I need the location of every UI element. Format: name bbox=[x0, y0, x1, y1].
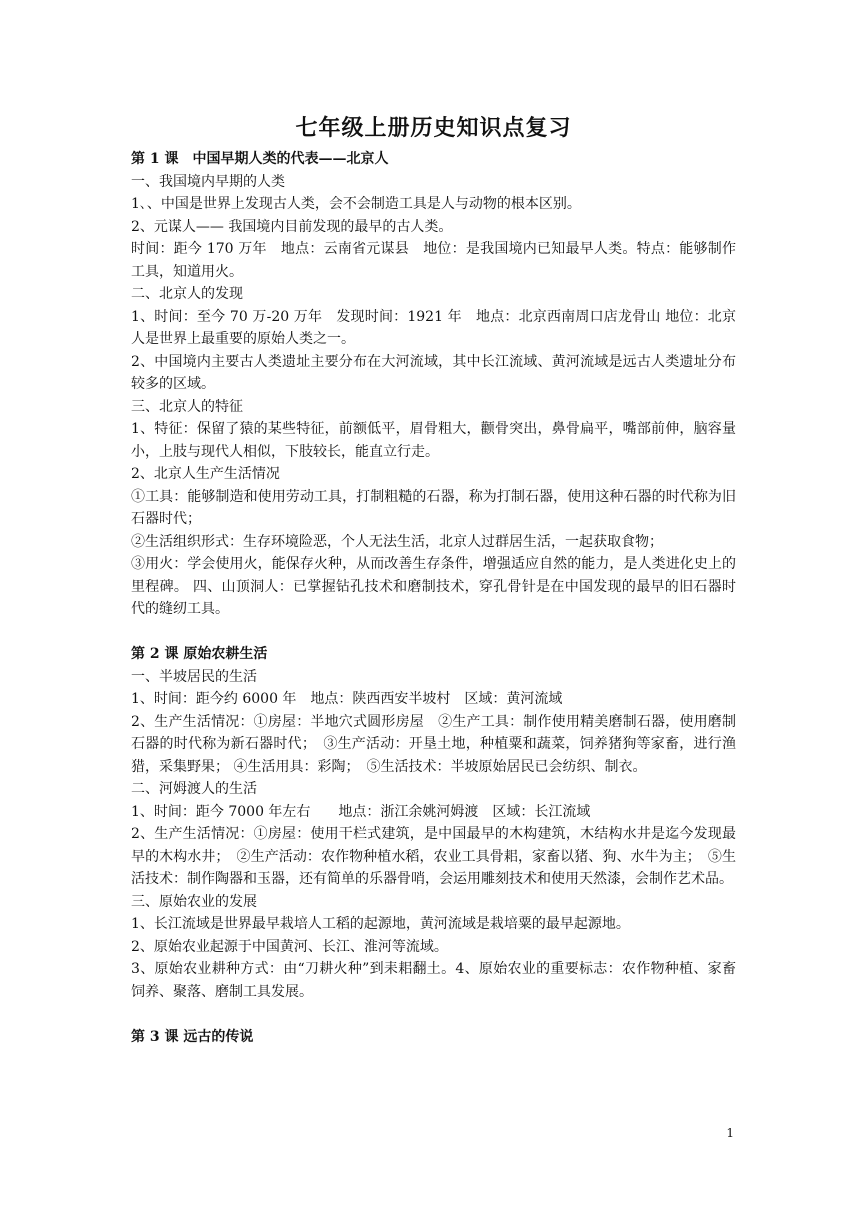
paragraph: 3、原始农业耕种方式：由“刀耕火种”到耒耜翻土。4、原始农业的重要标志：农作物种植、家畜饲养、聚落、磨制工具发展。 bbox=[131, 961, 736, 1000]
lesson-heading: 第 1 课 中国早期人类的代表——北京人 bbox=[131, 151, 389, 167]
paragraph: 2、元谋人—— 我国境内目前发现的最早的古人类。 bbox=[131, 218, 453, 235]
blank-line bbox=[131, 1003, 736, 1026]
paragraph: 2、原始农业起源于中国黄河、长江、淮河等流域。 bbox=[131, 938, 448, 955]
document-title: 七年级上册历史知识点复习 bbox=[295, 115, 572, 141]
paragraph: 2、中国境内主要古人类遗址主要分布在大河流域，其中长江流域、黄河流域是远古人类遗址分布较多的区域。 bbox=[131, 353, 736, 392]
paragraph: 二、北京人的发现 bbox=[131, 286, 243, 302]
paragraph: 三、原始农业的发展 bbox=[131, 893, 257, 910]
lesson-heading: 第 2 课 原始农耕生活 bbox=[131, 646, 268, 662]
paragraph: 1、长江流域是世界最早栽培人工稻的起源地，黄河流域是栽培粟的最早起源地。 bbox=[131, 916, 630, 932]
page-number: 1 bbox=[726, 1126, 734, 1140]
paragraph: 2、北京人生产生活情况 bbox=[131, 466, 280, 482]
paragraph: 1､、中国是世界上发现古人类，会不会制造工具是人与动物的根本区别。 bbox=[131, 196, 581, 212]
paragraph: 二、河姆渡人的生活 bbox=[131, 781, 257, 797]
document-content bbox=[131, 112, 736, 1048]
paragraph: 1、时间：距今约 6000 年 地点：陕西西安半坡村 区域：黄河流域 bbox=[131, 691, 563, 707]
paragraph: 2、生产生活情况：①房屋：使用干栏式建筑，是中国最早的木构建筑，木结构水井是迄今发现最早的木构水井； ②生产活动：农作物种植水稻，农业工具骨耜，家畜以猪、狗、水牛为主； ⑤生活技术：制作陶器和玉器，还有简单的乐器骨哨，会运用雕刻技术和使用天然漆，会制作艺术品。 bbox=[131, 826, 736, 887]
lesson-heading: 第 3 课 远古的传说 bbox=[131, 1028, 254, 1045]
paragraph: 时间：距今 170 万年 地点：云南省元谋县 地位：是我国境内已知最早人类。特点：能够制作工具，知道用火。 bbox=[131, 241, 736, 280]
blank-line bbox=[131, 621, 736, 644]
paragraph: 一、我国境内早期的人类 bbox=[131, 173, 285, 190]
paragraph: 1、时间：至今 70 万-20 万年 发现时间：1921 年 地点：北京西南周口店龙骨山 地位：北京人是世界上最重要的原始人类之一。 bbox=[131, 308, 736, 347]
paragraph: ①工具：能够制造和使用劳动工具，打制粗糙的石器，称为打制石器，使用这种石器的时代称为旧石器时代； bbox=[131, 488, 736, 527]
paragraph: 2、生产生活情况：①房屋：半地穴式圆形房屋 ②生产工具：制作使用精美磨制石器，使用磨制石器的时代称为新石器时代； ③生产活动：开垦土地，种植粟和蔬菜，饲养猪狗等家畜，进行渔猎，采集野果； ④生活用具：彩陶； ⑤生活技术：半坡原始居民已会纺织、制衣。 bbox=[131, 713, 736, 775]
paragraph: 1、时间：距今 7000 年左右 地点：浙江余姚河姆渡 区域：长江流域 bbox=[131, 803, 591, 820]
paragraph: ③用火：学会使用火，能保存火种，从而改善生存条件，增强适应自然的能力，是人类进化史上的里程碑。 四、山顶洞人：已掌握钻孔技术和磨制技术，穿孔骨针是在中国发现的最早的旧石器时代的缝纫工具。 bbox=[131, 556, 736, 617]
paragraph: 1、特征：保留了猿的某些特征，前额低平，眉骨粗大，颧骨突出，鼻骨扁平，嘴部前伸，脑容量小，上肢与现代人相似，下肢较长，能直立行走。 bbox=[131, 421, 736, 460]
paragraph: 三、北京人的特征 bbox=[131, 398, 243, 415]
paragraph: ②生活组织形式：生存环境险恶，个人无法生活，北京人过群居生活，一起获取食物； bbox=[131, 533, 663, 550]
paragraph: 一、半坡居民的生活 bbox=[131, 668, 257, 685]
